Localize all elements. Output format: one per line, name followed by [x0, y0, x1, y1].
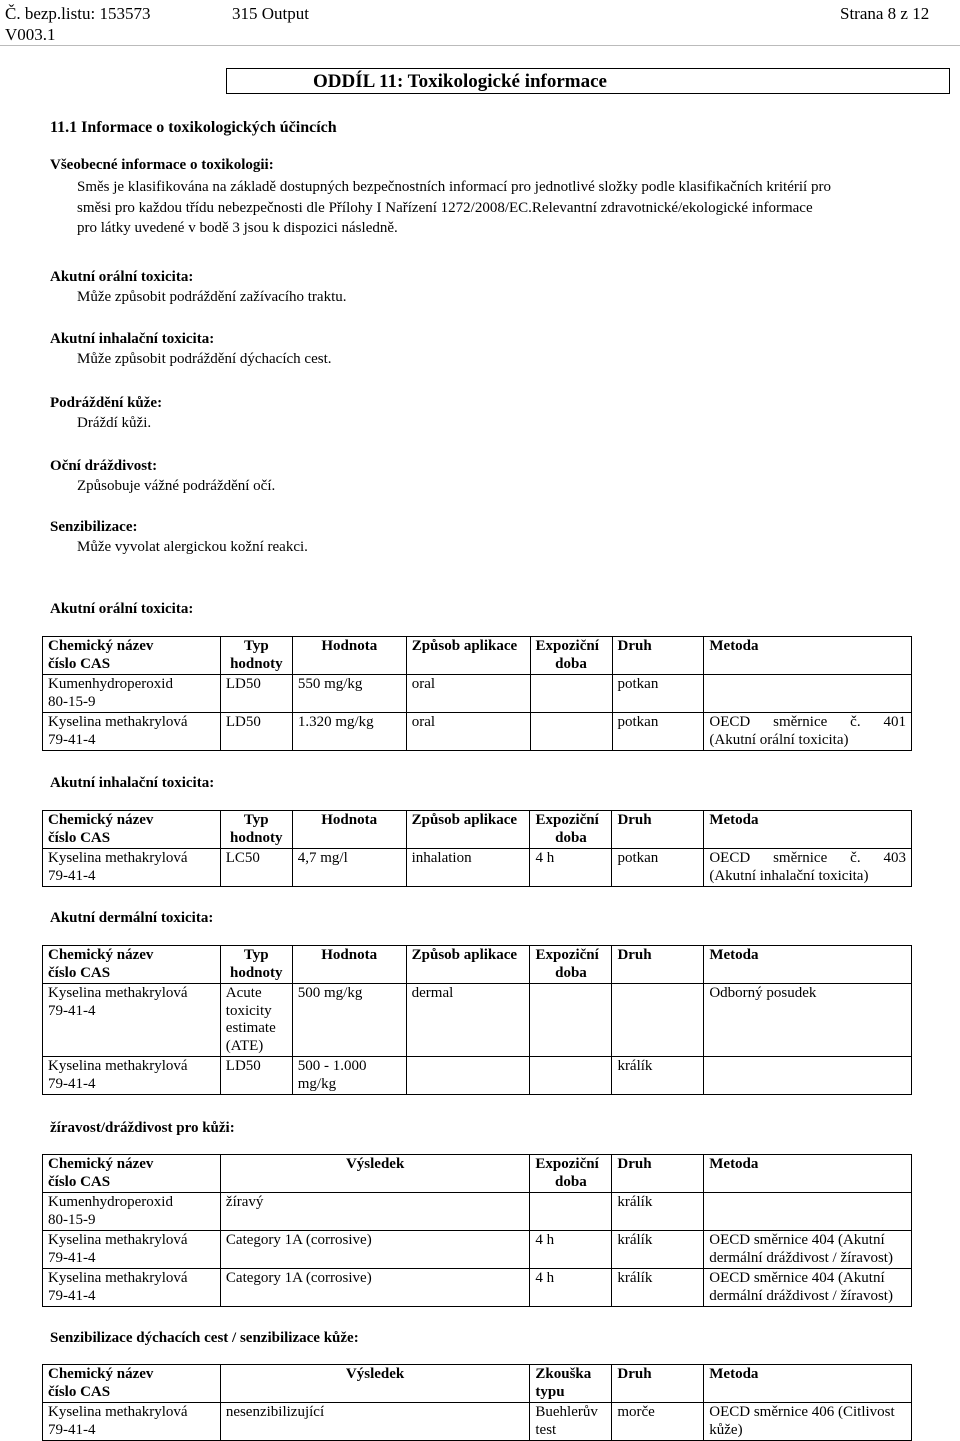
cell-cas: 80-15-9: [48, 693, 96, 710]
general-title: Všeobecné informace o toxikologii:: [50, 157, 274, 173]
cell-method: OECD směrnice 406 (Citlivost: [709, 1404, 895, 1420]
effect-text-sens: Může vyvolat alergickou kožní reakci.: [77, 539, 308, 555]
general-line: směsi pro každou třídu nebezpečnosti dle Přílohy I Nařízení 1272/2008/EC.Relevantní zdravotnické/ekologické informace: [77, 199, 813, 216]
col-species: Druh: [612, 1155, 704, 1193]
col-exposure-2: doba: [555, 655, 587, 672]
table-header-row: [43, 637, 912, 675]
section-banner: [226, 68, 950, 94]
col-species: Druh: [612, 637, 704, 675]
page-number: Strana 8 z 12: [840, 4, 930, 23]
cell-test-2: test: [535, 1421, 557, 1438]
table-header-row: [43, 811, 912, 849]
cell-cas: 79-41-4: [48, 1249, 96, 1266]
cell-cas: 79-41-4: [48, 1287, 96, 1304]
col-exposure: Expoziční: [535, 638, 599, 654]
cell-route: dermal: [406, 984, 530, 1057]
col-method: Metoda: [704, 946, 912, 984]
cell-type-2: toxicity: [225, 1002, 272, 1019]
cell-test: Buehlerův: [535, 1404, 598, 1420]
cell-method-2: dermální dráždivost / žíravost): [709, 1287, 893, 1304]
cell-value: 500 mg/kg: [292, 984, 406, 1057]
cell-exposure: [530, 984, 612, 1057]
cell-value-2: mg/kg: [297, 1075, 337, 1092]
cell-type: LC50: [220, 849, 292, 887]
cell-method-2: (Akutní inhalační toxicita): [709, 867, 869, 884]
cell-result: Category 1A (corrosive): [220, 1269, 529, 1307]
col-value: Hodnota: [292, 946, 406, 984]
table-row: [43, 1269, 912, 1307]
cell-name: Kyselina methakrylová: [48, 1270, 188, 1286]
cell-exposure: 4 h: [530, 1231, 612, 1269]
cell-value: 4,7 mg/l: [292, 849, 406, 887]
col-cas: číslo CAS: [48, 964, 111, 981]
col-test-2: typu: [535, 1383, 565, 1400]
cell-name: Kyselina methakrylová: [48, 714, 188, 730]
oral-table-title: Akutní orální toxicita:: [50, 601, 194, 617]
cell-species: [612, 984, 704, 1057]
table-header-row: [43, 946, 912, 984]
dermal-table-title: Akutní dermální toxicita:: [50, 910, 214, 926]
col-route: Způsob aplikace: [406, 637, 530, 675]
cell-route: inhalation: [406, 849, 530, 887]
col-cas: číslo CAS: [48, 1383, 111, 1400]
col-route: Způsob aplikace: [406, 946, 530, 984]
col-name: Chemický název: [48, 812, 154, 828]
cell-value: 500 - 1.000: [297, 1058, 367, 1074]
effect-label-oral: Akutní orální toxicita:: [50, 269, 194, 285]
col-method: Metoda: [704, 1155, 912, 1193]
table-row: [43, 1403, 912, 1441]
effect-label-skin: Podráždění kůže:: [50, 395, 163, 411]
general-paragraph: [77, 177, 952, 239]
cell-method: OECD směrnice č. 403: [709, 850, 906, 866]
col-type: Typ: [243, 812, 269, 828]
cell-cas: 79-41-4: [48, 1075, 96, 1092]
cell-species: králík: [612, 1057, 704, 1095]
cell-type-3: estimate: [225, 1020, 276, 1036]
cell-type: LD50: [220, 675, 292, 713]
general-line: Směs je klasifikována na základě dostupných bezpečnostních informací pro jednotlivé složky podle klasifikačních kritérií pro: [77, 179, 831, 195]
skin-table: [42, 1154, 912, 1307]
cell-route: [406, 1057, 530, 1095]
section-title: ODDÍL 11: Toxikologické informace: [313, 71, 607, 92]
col-name: Chemický název: [48, 1366, 154, 1382]
cell-route: oral: [406, 675, 530, 713]
col-type: Typ: [243, 638, 269, 654]
col-method: Metoda: [704, 1365, 912, 1403]
cell-exposure: 4 h: [530, 849, 612, 887]
col-type-2: hodnoty: [229, 829, 283, 846]
cell-cas: 80-15-9: [48, 1211, 96, 1228]
cell-species: potkan: [612, 849, 704, 887]
cell-method: Odborný posudek: [704, 984, 912, 1057]
cell-method: OECD směrnice 404 (Akutní: [709, 1232, 885, 1248]
cell-result: Category 1A (corrosive): [220, 1231, 529, 1269]
cell-result: nesenzibilizující: [220, 1403, 530, 1441]
col-exposure-2: doba: [555, 964, 587, 981]
skin-table-title: žíravost/dráždivost pro kůži:: [50, 1120, 235, 1136]
effect-label-inhal: Akutní inhalační toxicita:: [50, 331, 215, 347]
cell-name: Kyselina methakrylová: [48, 1404, 188, 1420]
table-header-row: [43, 1365, 912, 1403]
oral-table: [42, 636, 912, 751]
effect-text-inhal: Může způsobit podráždění dýchacích cest.: [77, 351, 332, 367]
cell-method: [704, 1057, 912, 1095]
cell-result: žíravý: [220, 1193, 529, 1231]
cell-exposure: 4 h: [530, 1269, 612, 1307]
col-cas: číslo CAS: [48, 829, 111, 846]
cell-value: 550 mg/kg: [292, 675, 406, 713]
cell-species: králík: [612, 1193, 704, 1231]
effect-text-skin: Dráždí kůži.: [77, 415, 152, 431]
cell-name: Kyselina methakrylová: [48, 985, 188, 1001]
cell-species: morče: [612, 1403, 704, 1441]
cell-name: Kyselina methakrylová: [48, 1232, 188, 1248]
cell-exposure: [530, 713, 612, 751]
effect-text-eye: Způsobuje vážné podráždění očí.: [77, 478, 276, 494]
table-row: [43, 1057, 912, 1095]
col-species: Druh: [612, 1365, 704, 1403]
product-name: 315 Output: [232, 4, 309, 23]
col-species: Druh: [612, 811, 704, 849]
cell-exposure: [530, 675, 612, 713]
cell-cas: 79-41-4: [48, 731, 96, 748]
cell-species: potkan: [612, 675, 704, 713]
cell-type: Acute: [225, 985, 262, 1001]
col-method: Metoda: [704, 811, 912, 849]
col-cas: číslo CAS: [48, 655, 111, 672]
cell-species: králík: [612, 1269, 704, 1307]
cell-method-2: (Akutní orální toxicita): [709, 731, 849, 748]
table-row: [43, 984, 912, 1057]
col-type: Typ: [243, 947, 269, 963]
col-method: Metoda: [704, 637, 912, 675]
cell-species: králík: [612, 1231, 704, 1269]
col-exposure: Expoziční: [535, 1156, 599, 1172]
col-exposure-2: doba: [555, 829, 587, 846]
sens-table: [42, 1364, 912, 1441]
cell-cas: 79-41-4: [48, 867, 96, 884]
sds-number: Č. bezp.listu: 153573: [5, 4, 151, 23]
cell-cas: 79-41-4: [48, 1002, 96, 1019]
col-exposure: Expoziční: [535, 947, 599, 963]
inhal-table: [42, 810, 912, 887]
effect-text-oral: Může způsobit podráždění zažívacího traktu.: [77, 289, 347, 305]
cell-species: potkan: [612, 713, 704, 751]
cell-route: oral: [406, 713, 530, 751]
col-type-2: hodnoty: [230, 964, 283, 981]
subsection-title: 11.1 Informace o toxikologických účincích: [50, 119, 337, 136]
cell-type: LD50: [220, 713, 292, 751]
cell-name: Kumenhydroperoxid: [48, 676, 173, 692]
cell-type-4: (ATE): [225, 1037, 264, 1054]
table-row: [43, 675, 912, 713]
table-row: [43, 1193, 912, 1231]
cell-name: Kumenhydroperoxid: [48, 1194, 173, 1210]
col-result: Výsledek: [220, 1155, 529, 1193]
cell-method-2: dermální dráždivost / žíravost): [709, 1249, 893, 1266]
col-name: Chemický název: [48, 1156, 154, 1172]
header-rule: [0, 45, 960, 46]
col-cas: číslo CAS: [48, 1173, 111, 1190]
col-exposure-2: doba: [555, 1173, 587, 1190]
table-header-row: [43, 1155, 912, 1193]
effect-label-sens: Senzibilizace:: [50, 519, 138, 535]
col-value: Hodnota: [292, 811, 406, 849]
table-row: [43, 849, 912, 887]
cell-name: Kyselina methakrylová: [48, 1058, 188, 1074]
cell-exposure: [530, 1193, 612, 1231]
general-line: pro látky uvedené v bodě 3 jsou k dispozici následně.: [77, 220, 398, 236]
col-name: Chemický název: [48, 947, 154, 963]
version: V003.1: [5, 25, 56, 44]
sens-table-title: Senzibilizace dýchacích cest / senzibilizace kůže:: [50, 1330, 359, 1346]
col-test: Zkouška: [535, 1366, 592, 1382]
table-row: [43, 713, 912, 751]
col-value: Hodnota: [292, 637, 406, 675]
col-name: Chemický název: [48, 638, 154, 654]
cell-cas: 79-41-4: [48, 1421, 96, 1438]
cell-value: 1.320 mg/kg: [292, 713, 406, 751]
cell-name: Kyselina methakrylová: [48, 850, 188, 866]
cell-method: OECD směrnice č. 401: [709, 714, 906, 730]
col-result: Výsledek: [220, 1365, 530, 1403]
col-species: Druh: [612, 946, 704, 984]
col-exposure: Expoziční: [535, 812, 599, 828]
cell-method: OECD směrnice 404 (Akutní: [709, 1270, 885, 1286]
dermal-table: [42, 945, 912, 1095]
table-row: [43, 1231, 912, 1269]
col-route: Způsob aplikace: [406, 811, 530, 849]
inhal-table-title: Akutní inhalační toxicita:: [50, 775, 215, 791]
effect-label-eye: Oční dráždivost:: [50, 458, 158, 474]
cell-method-2: kůže): [709, 1421, 743, 1438]
cell-exposure: [530, 1057, 612, 1095]
col-type-2: hodnoty: [230, 655, 283, 672]
cell-type: LD50: [220, 1057, 292, 1095]
